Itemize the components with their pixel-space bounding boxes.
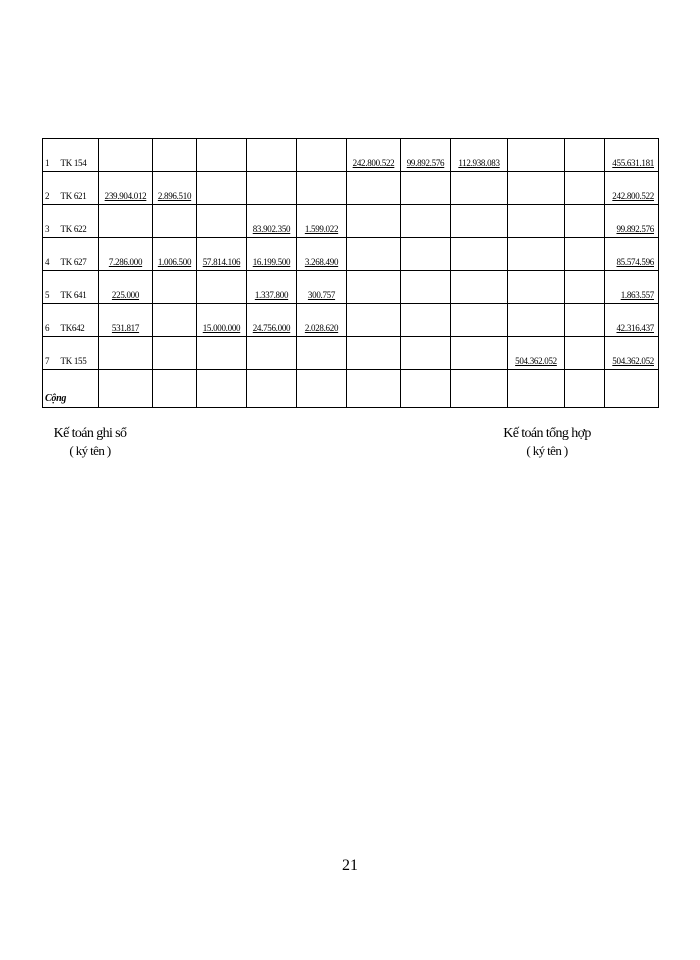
account-code: TK 154 xyxy=(59,139,99,172)
amount-cell xyxy=(508,271,565,304)
table-row xyxy=(43,337,659,370)
amount-cell: 2.028.620 xyxy=(297,304,347,337)
account-code: TK 641 xyxy=(59,271,99,304)
signature-left-title: Kế toán ghi sổ xyxy=(53,426,127,441)
amount-cell: 7.286.000 xyxy=(99,238,153,271)
total-cell xyxy=(565,370,605,408)
amount-cell xyxy=(197,205,247,238)
row-number: 1 xyxy=(43,139,59,172)
row-number: 3 xyxy=(43,205,59,238)
amount-cell: 1.599.022 xyxy=(297,205,347,238)
amount-cell xyxy=(565,238,605,271)
amount-cell xyxy=(197,337,247,370)
amount-cell xyxy=(401,205,451,238)
ledger-body xyxy=(43,139,659,408)
total-cell xyxy=(99,370,153,408)
amount-cell xyxy=(401,172,451,205)
amount-cell xyxy=(401,238,451,271)
amount-cell xyxy=(153,337,197,370)
row-total-cell: 99.892.576 xyxy=(605,205,659,238)
amount-cell xyxy=(565,337,605,370)
amount-cell: 1.337.800 xyxy=(247,271,297,304)
signature-right-note: ( ký tên ) xyxy=(526,443,568,458)
row-number: 2 xyxy=(43,172,59,205)
amount-cell: 504.362.052 xyxy=(508,337,565,370)
row-total-cell: 42.316.437 xyxy=(605,304,659,337)
amount-cell: 300.757 xyxy=(297,271,347,304)
amount-cell xyxy=(347,337,401,370)
amount-cell: 531.817 xyxy=(99,304,153,337)
amount-cell: 225.000 xyxy=(99,271,153,304)
amount-cell xyxy=(508,172,565,205)
amount-cell xyxy=(99,205,153,238)
amount-cell: 24.756.000 xyxy=(247,304,297,337)
amount-cell: 15.000.000 xyxy=(197,304,247,337)
amount-cell xyxy=(297,337,347,370)
amount-cell xyxy=(153,205,197,238)
amount-cell xyxy=(451,271,508,304)
amount-cell xyxy=(401,337,451,370)
amount-cell: 3.268.490 xyxy=(297,238,347,271)
table-row xyxy=(43,205,659,238)
amount-cell xyxy=(347,205,401,238)
total-cell xyxy=(401,370,451,408)
signature-right-title: Kế toán tổng hợp xyxy=(503,426,591,441)
amount-cell xyxy=(451,172,508,205)
total-row xyxy=(43,370,659,408)
table-row xyxy=(43,271,659,304)
amount-cell: 99.892.576 xyxy=(401,139,451,172)
amount-cell xyxy=(99,139,153,172)
amount-cell: 112.938.083 xyxy=(451,139,508,172)
total-cell xyxy=(508,370,565,408)
account-code: TK 155 xyxy=(59,337,99,370)
table-row xyxy=(43,238,659,271)
row-number: 6 xyxy=(43,304,59,337)
amount-cell xyxy=(347,271,401,304)
amount-cell xyxy=(508,139,565,172)
amount-cell xyxy=(297,139,347,172)
account-code: TK642 xyxy=(59,304,99,337)
amount-cell xyxy=(451,304,508,337)
row-total-cell: 242.800.522 xyxy=(605,172,659,205)
row-number: 4 xyxy=(43,238,59,271)
amount-cell xyxy=(247,172,297,205)
amount-cell: 57.814.106 xyxy=(197,238,247,271)
amount-cell xyxy=(451,205,508,238)
total-cell xyxy=(347,370,401,408)
amount-cell xyxy=(508,205,565,238)
account-code: TK 627 xyxy=(59,238,99,271)
amount-cell: 83.902.350 xyxy=(247,205,297,238)
amount-cell xyxy=(565,139,605,172)
amount-cell xyxy=(153,304,197,337)
amount-cell xyxy=(401,304,451,337)
amount-cell xyxy=(197,271,247,304)
amount-cell: 1.006.500 xyxy=(153,238,197,271)
amount-cell xyxy=(197,172,247,205)
row-total-cell: 1.863.557 xyxy=(605,271,659,304)
amount-cell xyxy=(153,139,197,172)
row-total-cell: 455.631.181 xyxy=(605,139,659,172)
total-cell xyxy=(197,370,247,408)
amount-cell xyxy=(247,337,297,370)
signature-left xyxy=(40,425,140,459)
account-code: TK 621 xyxy=(59,172,99,205)
account-code: TK 622 xyxy=(59,205,99,238)
table-row xyxy=(43,172,659,205)
amount-cell xyxy=(99,337,153,370)
amount-cell xyxy=(197,139,247,172)
amount-cell: 242.800.522 xyxy=(347,139,401,172)
amount-cell xyxy=(451,238,508,271)
amount-cell xyxy=(347,238,401,271)
amount-cell: 239.904.012 xyxy=(99,172,153,205)
row-number: 7 xyxy=(43,337,59,370)
total-label: Cộng xyxy=(43,370,99,408)
amount-cell: 16.199.500 xyxy=(247,238,297,271)
amount-cell xyxy=(401,271,451,304)
amount-cell xyxy=(565,205,605,238)
amount-cell xyxy=(153,271,197,304)
amount-cell xyxy=(451,337,508,370)
row-total-cell: 504.362.052 xyxy=(605,337,659,370)
total-cell xyxy=(297,370,347,408)
amount-cell xyxy=(347,172,401,205)
amount-cell xyxy=(565,304,605,337)
amount-cell xyxy=(565,271,605,304)
total-cell xyxy=(605,370,659,408)
page-number: 21 xyxy=(342,857,358,874)
signature-right xyxy=(492,425,602,459)
amount-cell xyxy=(297,172,347,205)
table-row xyxy=(43,304,659,337)
amount-cell xyxy=(508,238,565,271)
ledger-table xyxy=(42,138,659,408)
amount-cell xyxy=(347,304,401,337)
amount-cell xyxy=(247,139,297,172)
total-cell xyxy=(451,370,508,408)
amount-cell: 2.896.510 xyxy=(153,172,197,205)
amount-cell xyxy=(565,172,605,205)
total-cell xyxy=(153,370,197,408)
amount-cell xyxy=(508,304,565,337)
total-cell xyxy=(247,370,297,408)
row-number: 5 xyxy=(43,271,59,304)
table-row xyxy=(43,139,659,172)
signature-left-note: ( ký tên ) xyxy=(69,443,111,458)
row-total-cell: 85.574.596 xyxy=(605,238,659,271)
